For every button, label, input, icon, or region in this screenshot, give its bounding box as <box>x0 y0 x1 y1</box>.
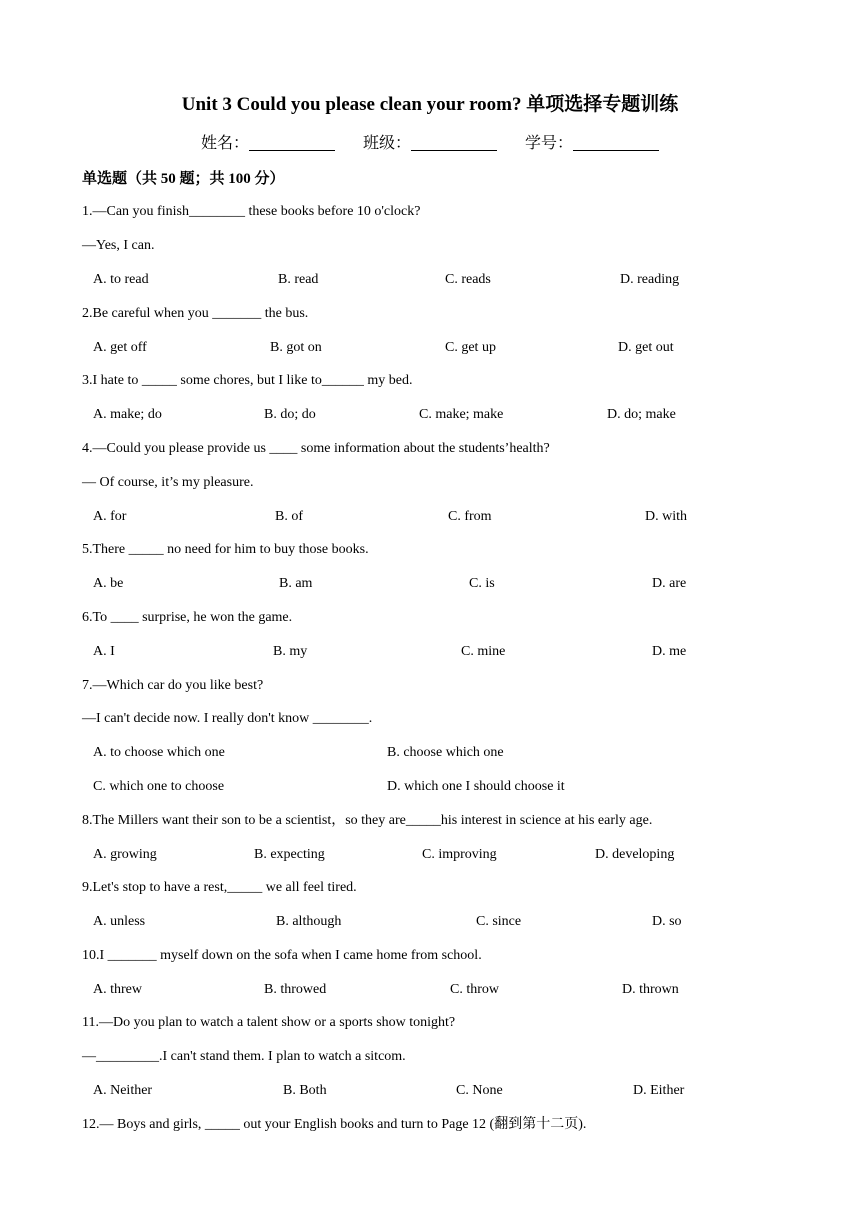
id-blank[interactable] <box>573 134 659 151</box>
option-a[interactable]: A. threw <box>93 982 142 997</box>
option-d[interactable]: D. Either <box>633 1083 685 1098</box>
question-7-stem: 7.—Which car do you like best? <box>82 678 264 693</box>
question-3-options <box>93 405 713 425</box>
question-11-reply: —_________.I can't stand them. I plan to watch a sitcom. <box>82 1049 406 1064</box>
option-c[interactable]: C. improving <box>422 847 497 862</box>
option-b[interactable]: B. expecting <box>254 847 325 862</box>
question-3-stem: 3.I hate to _____ some chores, but I like to______ my bed. <box>82 373 413 388</box>
question-7-reply: —I can't decide now. I really don't know ________. <box>82 711 373 726</box>
option-d[interactable]: D. do; make <box>607 407 676 422</box>
option-a[interactable]: A. unless <box>93 914 146 929</box>
option-a[interactable]: A. for <box>93 509 127 524</box>
option-a[interactable]: A. I <box>93 644 115 659</box>
question-6-stem: 6.To ____ surprise, he won the game. <box>82 610 293 625</box>
option-d[interactable]: D. with <box>645 509 687 524</box>
question-11-stem: 11.—Do you plan to watch a talent show or a sports show tonight? <box>82 1015 456 1030</box>
class-label: 班级： <box>362 135 411 152</box>
option-a[interactable]: A. to read <box>93 272 149 287</box>
option-c[interactable]: C. since <box>476 914 522 929</box>
option-b[interactable]: B. am <box>279 576 313 591</box>
option-b[interactable]: B. although <box>276 914 342 929</box>
option-d[interactable]: D. get out <box>618 340 674 355</box>
id-label: 学号： <box>525 135 574 152</box>
name-blank[interactable] <box>249 134 335 151</box>
option-b[interactable]: B. Both <box>283 1083 327 1098</box>
option-a[interactable]: A. make; do <box>93 407 162 422</box>
option-c[interactable]: C. throw <box>450 982 499 997</box>
question-2-stem: 2.Be careful when you _______ the bus. <box>82 306 309 321</box>
option-a[interactable]: A. get off <box>93 340 147 355</box>
option-a[interactable]: A. to choose which one <box>93 745 225 760</box>
option-b[interactable]: B. got on <box>270 340 322 355</box>
option-c[interactable]: C. reads <box>445 272 491 287</box>
option-d[interactable]: D. developing <box>595 847 675 862</box>
class-blank[interactable] <box>411 134 497 151</box>
student-info-row <box>0 133 860 155</box>
option-c[interactable]: C. is <box>469 576 495 591</box>
section-heading: 单选题（共 50 题；共 100 分） <box>82 171 285 187</box>
option-d[interactable]: D. thrown <box>622 982 679 997</box>
option-d[interactable]: D. which one I should choose it <box>387 779 565 794</box>
option-a[interactable]: A. growing <box>93 847 157 862</box>
question-4-options <box>93 507 713 527</box>
option-b[interactable]: B. read <box>278 272 319 287</box>
option-a[interactable]: A. Neither <box>93 1083 153 1098</box>
option-a[interactable]: A. be <box>93 576 124 591</box>
option-d[interactable]: D. are <box>652 576 687 591</box>
question-9-options <box>93 912 713 932</box>
question-1-stem: 1.—Can you finish________ these books before 10 o'clock? <box>82 204 421 219</box>
question-1-reply: —Yes, I can. <box>82 238 155 253</box>
question-1-options <box>93 270 713 290</box>
class-field <box>363 133 497 155</box>
option-c[interactable]: C. which one to choose <box>93 779 225 794</box>
question-11-options <box>93 1081 713 1101</box>
question-8-stem: 8.The Millers want their son to be a scientist，so they are_____his interest in science at his early age. <box>82 813 653 828</box>
option-c[interactable]: C. from <box>448 509 492 524</box>
question-9-stem: 9.Let's stop to have a rest,_____ we all feel tired. <box>82 880 357 895</box>
option-c[interactable]: C. mine <box>461 644 506 659</box>
option-d[interactable]: D. reading <box>620 272 680 287</box>
name-label: 姓名： <box>200 135 249 152</box>
question-6-options <box>93 642 713 662</box>
question-12-stem: 12.— Boys and girls, _____ out your English books and turn to Page 12 (翻到第十二页). <box>82 1117 587 1132</box>
question-5-options <box>93 574 713 594</box>
option-c[interactable]: C. make; make <box>419 407 504 422</box>
question-5-stem: 5.There _____ no need for him to buy those books. <box>82 542 369 557</box>
option-d[interactable]: D. me <box>652 644 687 659</box>
question-8-options <box>93 845 713 865</box>
question-10-options <box>93 980 713 1000</box>
name-field <box>201 133 335 155</box>
option-b[interactable]: B. choose which one <box>387 745 504 760</box>
question-7-options-row2 <box>93 777 713 797</box>
option-b[interactable]: B. my <box>273 644 308 659</box>
question-10-stem: 10.I _______ myself down on the sofa when I came home from school. <box>82 948 482 963</box>
option-c[interactable]: C. get up <box>445 340 496 355</box>
page-title: Unit 3 Could you please clean your room? 单项选择专题训练 <box>181 94 679 115</box>
option-b[interactable]: B. throwed <box>264 982 327 997</box>
option-b[interactable]: B. of <box>275 509 303 524</box>
question-4-stem: 4.—Could you please provide us ____ some information about the students’health? <box>82 441 550 456</box>
option-d[interactable]: D. so <box>652 914 682 929</box>
option-b[interactable]: B. do; do <box>264 407 316 422</box>
question-2-options <box>93 338 713 358</box>
question-7-options-row1 <box>93 743 713 763</box>
option-c[interactable]: C. None <box>456 1083 503 1098</box>
question-4-reply: — Of course, it’s my pleasure. <box>82 475 254 490</box>
id-field <box>525 133 659 155</box>
